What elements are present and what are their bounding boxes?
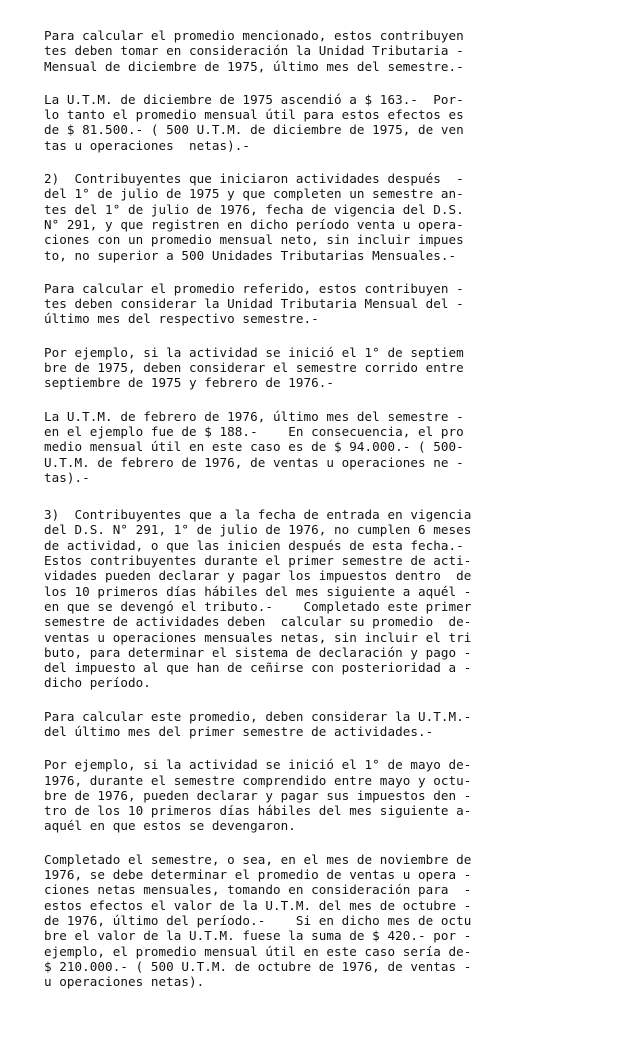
text-line: de 1976, último del período.- Si en dicho mes de octu: [44, 912, 472, 928]
text-line: de actividad, o que las inicien después de esta fecha.-: [44, 537, 464, 553]
text-line: Estos contribuyentes durante el primer semestre de acti-: [44, 553, 472, 569]
text-line: bre de 1975, deben considerar el semestre corrido entre: [44, 360, 464, 376]
text-line: vidades pueden declarar y pagar los impuestos dentro de: [44, 568, 472, 584]
text-line: en que se devengó el tributo.- Completado este primer: [44, 598, 472, 614]
text-line: La U.T.M. de febrero de 1976, último mes del semestre -: [44, 408, 464, 424]
paragraph-section-3-calculation: [44, 709, 610, 740]
text-line: ventas u operaciones mensuales netas, sin incluir el tri: [44, 629, 472, 645]
text-line: del 1° de julio de 1975 y que completen un semestre an-: [44, 186, 464, 202]
paragraph-utm-december-intro: [44, 28, 610, 74]
text-line: aquél en que estos se devengaron.: [44, 818, 296, 834]
text-line: medio mensual útil en este caso es de $ 94.000.- ( 500-: [44, 439, 464, 455]
paragraph-section-2-calculation: [44, 281, 610, 327]
text-line: tes deben tomar en consideración la Unidad Tributaria -: [44, 43, 464, 59]
text-line: Mensual de diciembre de 1975, último mes del semestre.-: [44, 58, 464, 74]
text-line: Completado el semestre, o sea, en el mes de noviembre de: [44, 851, 472, 867]
text-line: ciones netas mensuales, tomando en consideración para -: [44, 882, 472, 898]
text-line: Para calcular el promedio referido, estos contribuyen -: [44, 280, 464, 296]
paragraph-section-3-completion: [44, 852, 610, 990]
text-line: septiembre de 1975 y febrero de 1976.-: [44, 375, 335, 391]
text-line: U.T.M. de febrero de 1976, de ventas u operaciones ne -: [44, 454, 464, 470]
text-line: Por ejemplo, si la actividad se inició el 1° de mayo de-: [44, 757, 472, 773]
text-line: $ 210.000.- ( 500 U.T.M. de octubre de 1976, de ventas -: [44, 958, 472, 974]
text-line: 3) Contribuyentes que a la fecha de entrada en vigencia: [44, 507, 472, 523]
text-line: los 10 primeros días hábiles del mes siguiente a aquél -: [44, 583, 472, 599]
text-line: Para calcular el promedio mencionado, estos contribuyen: [44, 28, 464, 43]
paragraph-utm-february-value: [44, 409, 610, 485]
paragraph-section-2-example: [44, 345, 610, 391]
text-line: estos efectos el valor de la U.T.M. del mes de octubre -: [44, 897, 472, 913]
text-line: ejemplo, el promedio mensual útil en este caso sería de-: [44, 943, 472, 959]
paragraph-section-2: [44, 171, 610, 263]
text-line: tro de los 10 primeros días hábiles del mes siguiente a-: [44, 803, 472, 819]
text-line: lo tanto el promedio mensual útil para estos efectos es: [44, 107, 464, 123]
text-line: del último mes del primer semestre de actividades.-: [44, 723, 434, 739]
text-line: último mes del respectivo semestre.-: [44, 311, 319, 327]
text-line: u operaciones netas).: [44, 974, 205, 990]
text-line: dicho período.: [44, 675, 151, 691]
text-line: en el ejemplo fue de $ 188.- En consecuencia, el pro: [44, 423, 464, 439]
text-line: La U.T.M. de diciembre de 1975 ascendió a $ 163.- Por-: [44, 91, 464, 107]
text-line: 1976, se debe determinar el promedio de ventas u opera -: [44, 867, 472, 883]
text-line: del impuesto al que han de ceñirse con posterioridad a -: [44, 660, 472, 676]
text-line: 1976, durante el semestre comprendido entre mayo y octu-: [44, 772, 472, 788]
text-line: del D.S. N° 291, 1° de julio de 1976, no cumplen 6 meses: [44, 522, 472, 538]
text-line: tas u operaciones netas).-: [44, 137, 251, 153]
text-line: to, no superior a 500 Unidades Tributarias Mensuales.-: [44, 247, 457, 263]
text-line: Por ejemplo, si la actividad se inició el 1° de septiem: [44, 344, 464, 360]
text-line: buto, para determinar el sistema de declaración y pago -: [44, 644, 472, 660]
text-line: tas).-: [44, 469, 90, 485]
text-line: 2) Contribuyentes que iniciaron actividades después -: [44, 171, 464, 187]
text-line: Para calcular este promedio, deben considerar la U.T.M.-: [44, 708, 472, 724]
text-line: bre de 1976, pueden declarar y pagar sus impuestos den -: [44, 787, 472, 803]
paragraph-section-3: [44, 507, 610, 691]
text-line: tes deben considerar la Unidad Tributaria Mensual del -: [44, 296, 464, 312]
text-line: de $ 81.500.- ( 500 U.T.M. de diciembre de 1975, de ven: [44, 122, 464, 138]
paragraph-section-3-example: [44, 757, 610, 833]
text-line: ciones con un promedio mensual neto, sin incluir impues: [44, 232, 464, 248]
text-line: bre el valor de la U.T.M. fuese la suma de $ 420.- por -: [44, 928, 472, 944]
paragraph-utm-december-value: [44, 92, 610, 153]
text-line: N° 291, y que registren en dicho período venta u opera-: [44, 216, 464, 232]
text-line: tes del 1° de julio de 1976, fecha de vigencia del D.S.: [44, 201, 464, 217]
text-line: semestre de actividades deben calcular su promedio de-: [44, 614, 472, 630]
